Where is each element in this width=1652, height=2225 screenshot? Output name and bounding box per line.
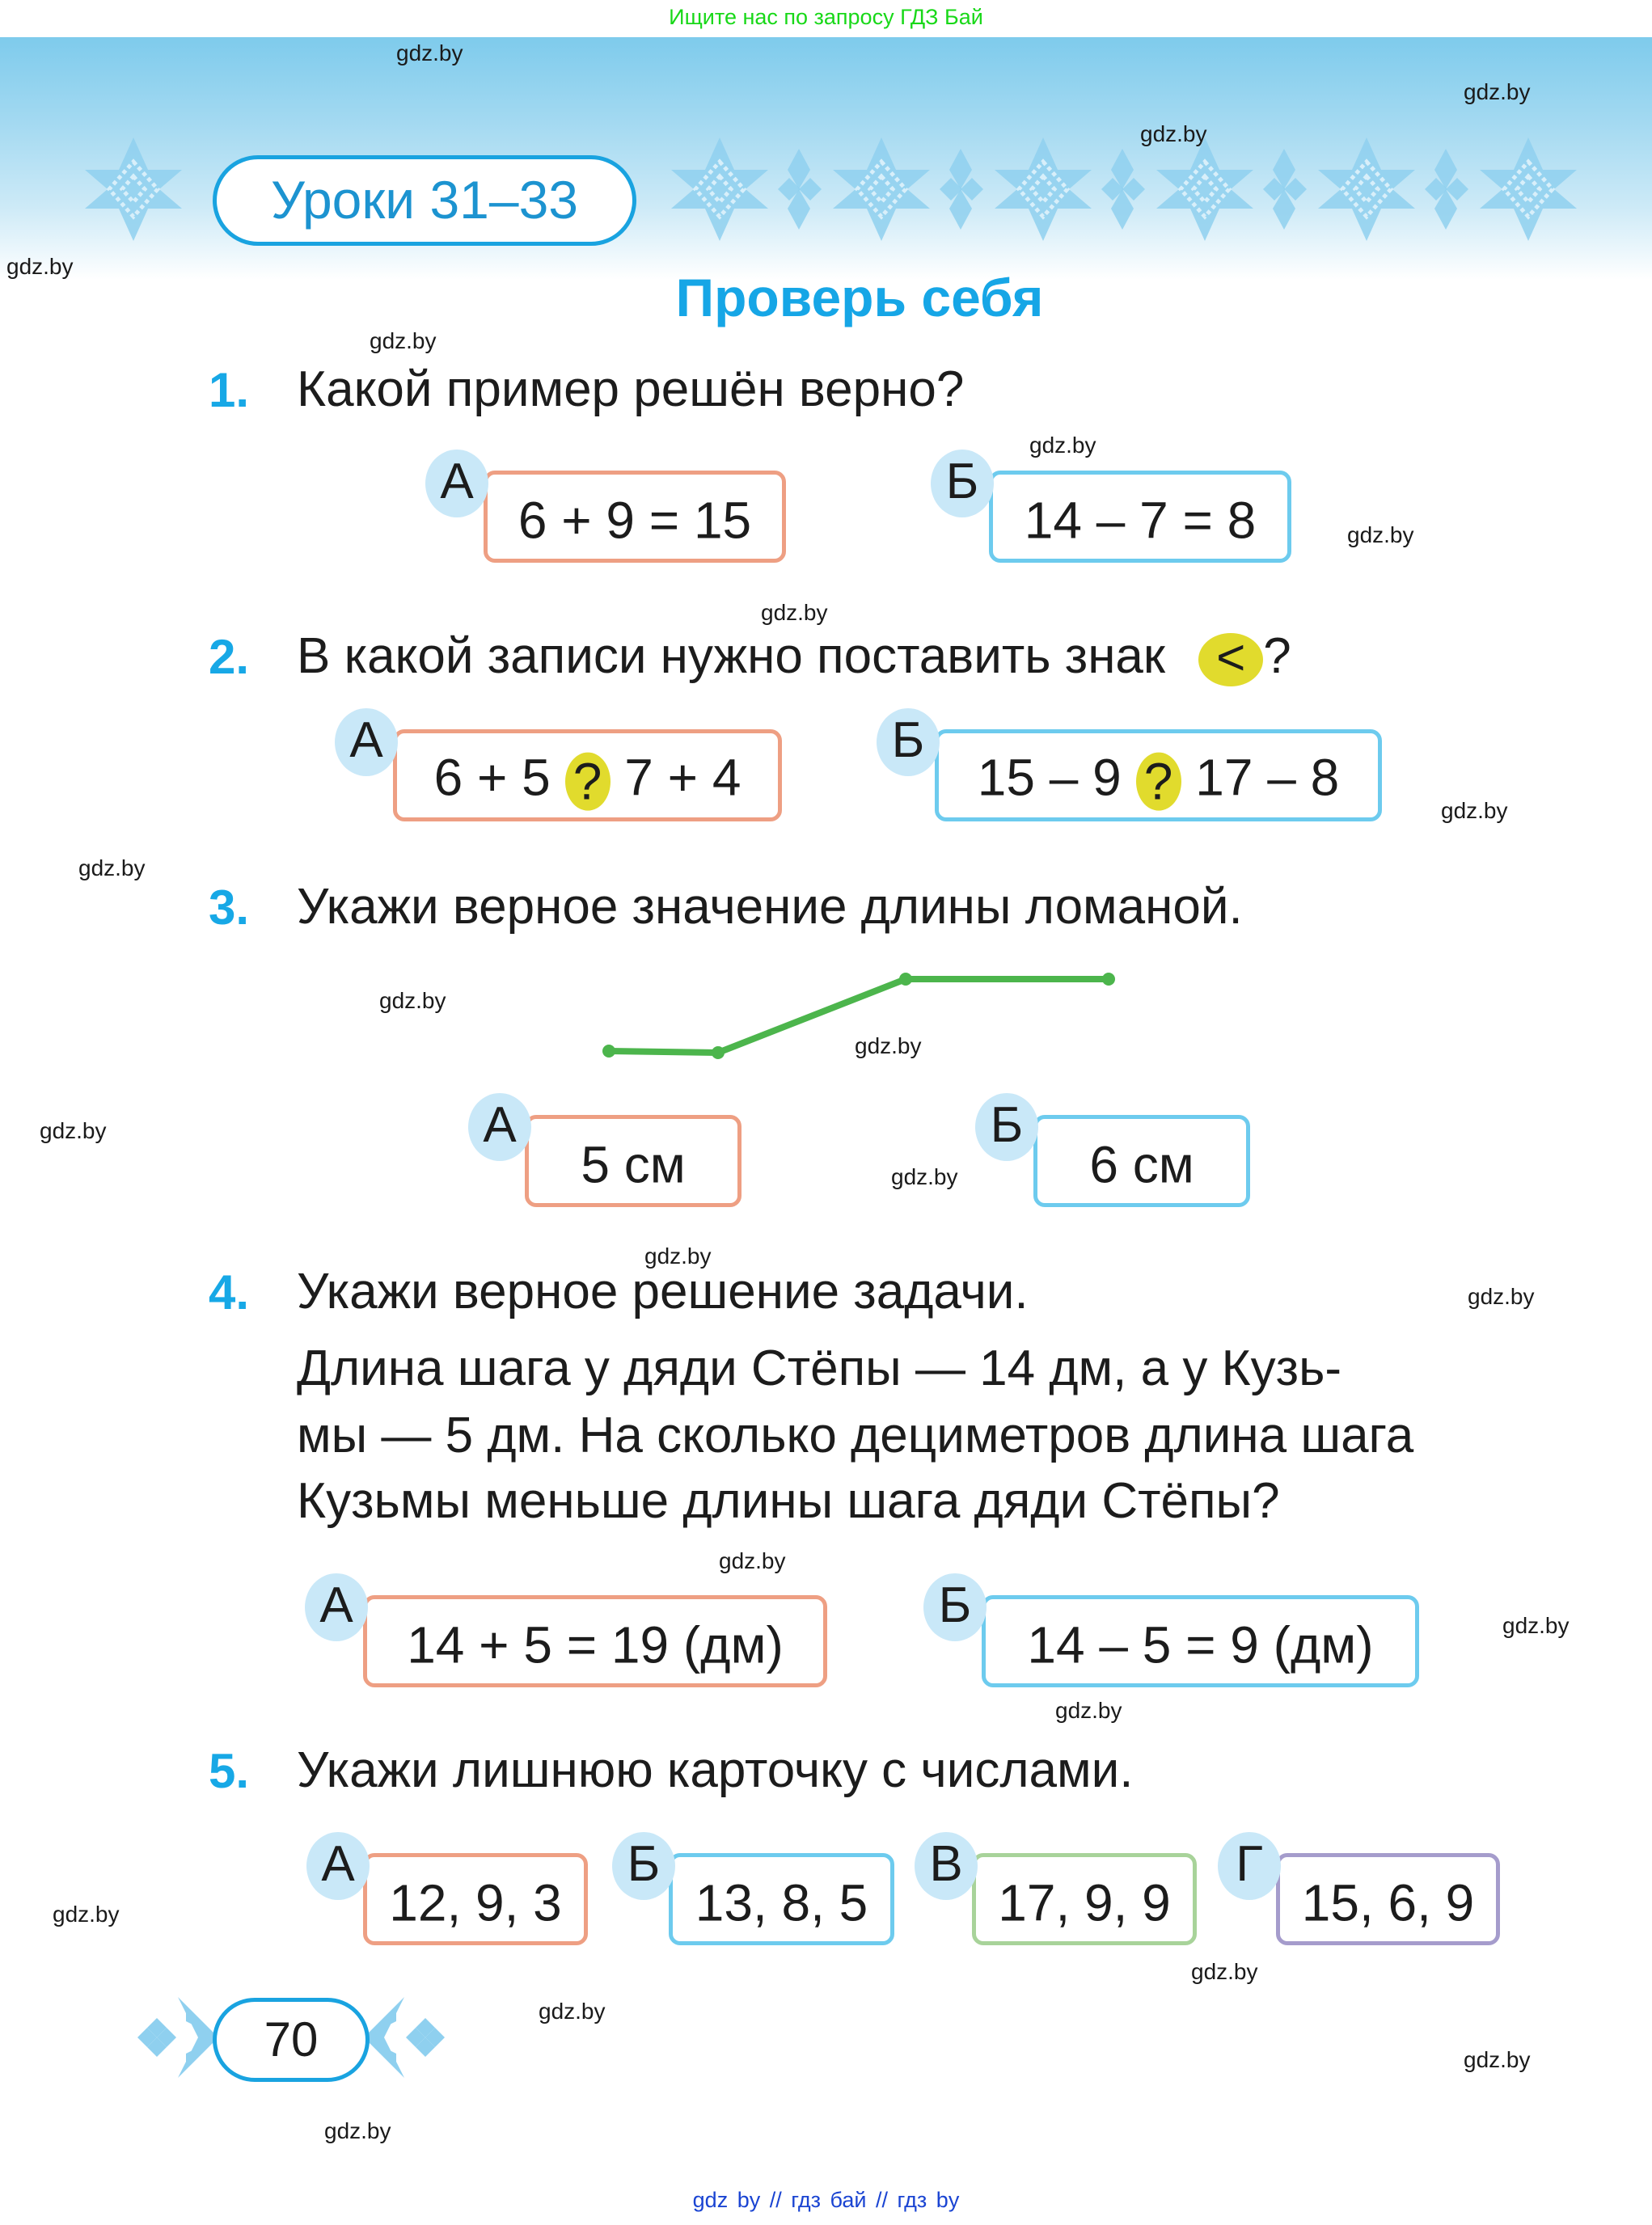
- q3-option-b-badge: Б: [975, 1093, 1038, 1161]
- q2-option-b-badge: Б: [877, 708, 940, 776]
- q5-option-v-card[interactable]: [972, 1853, 1197, 1945]
- watermark: gdz.by: [53, 1902, 120, 1927]
- watermark: gdz.by: [644, 1243, 712, 1269]
- question-2-text-end: ?: [1263, 628, 1291, 684]
- watermark: gdz.by: [1029, 433, 1096, 458]
- watermark: gdz.by: [1191, 1959, 1258, 1984]
- watermark: gdz.by: [1468, 1284, 1535, 1309]
- watermark: gdz.by: [1347, 522, 1414, 547]
- q1-option-a-card[interactable]: [484, 471, 786, 563]
- q3-option-a-value: 5 см: [581, 1135, 686, 1194]
- q5-option-g-value: 15, 6, 9: [1301, 1873, 1475, 1932]
- problem-line-2: мы — 5 дм. На сколько дециметров длина шага: [297, 1408, 1414, 1463]
- watermark: gdz.by: [1140, 121, 1207, 146]
- question-5-text: Укажи лишнюю карточку с числами.: [297, 1742, 1134, 1798]
- page-number-block: [129, 1973, 453, 2102]
- watermark: gdz.by: [1502, 1613, 1570, 1638]
- q4-option-b-value: 14 – 5 = 9 (дм): [1027, 1615, 1374, 1674]
- q1-option-a-value: 6 + 9 = 15: [518, 491, 752, 550]
- problem-line-1: Длина шага у дяди Стёпы — 14 дм, а у Кузь-: [297, 1340, 1342, 1396]
- less-than-sign-highlight: <: [1198, 633, 1263, 686]
- q2-option-b-card[interactable]: [935, 729, 1382, 821]
- footer-links: [0, 2188, 1652, 2213]
- footer-link-gdz-by[interactable]: gdz by: [692, 2188, 761, 2212]
- q5-option-a-badge: А: [306, 1832, 370, 1900]
- q5-option-v-badge: В: [915, 1832, 978, 1900]
- watermark: gdz.by: [40, 1118, 107, 1143]
- q5-option-g-card[interactable]: [1276, 1853, 1500, 1945]
- watermark: gdz.by: [719, 1548, 786, 1573]
- footer-separator: //: [769, 2188, 782, 2212]
- question-mark-highlight: ?: [565, 753, 611, 811]
- lesson-range-pill: Уроки 31–33: [213, 155, 636, 246]
- ornament-star-icon: [85, 137, 182, 241]
- watermark: gdz.by: [1055, 1698, 1122, 1723]
- q2-b-left: 15 – 9: [977, 748, 1122, 807]
- question-2-text: [297, 627, 1291, 686]
- watermark: gdz.by: [539, 1999, 606, 2024]
- question-1-text: Какой пример решён верно?: [297, 361, 965, 417]
- q3-option-b-card[interactable]: [1033, 1115, 1250, 1207]
- page-number: 70: [213, 1998, 370, 2082]
- problem-line-3: Кузьмы меньше длины шага дяди Стёпы?: [297, 1473, 1280, 1529]
- q2-option-a-card[interactable]: [393, 729, 782, 821]
- ornament-border-icon: [671, 137, 1577, 241]
- question-1-number: 1.: [209, 363, 250, 417]
- q4-option-b-badge: Б: [923, 1573, 987, 1641]
- q5-option-v-value: 17, 9, 9: [998, 1873, 1171, 1932]
- watermark: gdz.by: [855, 1033, 922, 1058]
- watermark: gdz.by: [761, 600, 828, 625]
- question-5-number: 5.: [209, 1744, 250, 1798]
- question-3-number: 3.: [209, 880, 250, 935]
- q3-option-a-badge: А: [468, 1093, 531, 1161]
- watermark: gdz.by: [324, 2118, 391, 2143]
- question-2-text-main: В какой записи нужно поставить знак: [297, 628, 1166, 684]
- watermark: gdz.by: [1464, 79, 1531, 104]
- section-title: Проверь себя: [675, 268, 1044, 327]
- watermark: gdz.by: [1441, 798, 1508, 823]
- footer-link-gdz-bai[interactable]: гдз бай: [791, 2188, 867, 2212]
- footer-link-gdz-by-cyr[interactable]: гдз by: [897, 2188, 960, 2212]
- q4-option-a-card[interactable]: [363, 1595, 827, 1687]
- q5-option-b-badge: Б: [612, 1832, 675, 1900]
- question-4-number: 4.: [209, 1265, 250, 1319]
- watermark: gdz.by: [396, 40, 463, 65]
- q4-option-a-badge: А: [305, 1573, 368, 1641]
- q2-a-right: 7 + 4: [624, 748, 741, 807]
- q2-option-b-expression: [939, 748, 1378, 811]
- q3-option-b-value: 6 см: [1089, 1135, 1194, 1194]
- q3-option-a-card[interactable]: [525, 1115, 741, 1207]
- q1-option-b-badge: Б: [931, 450, 994, 517]
- q2-option-a-badge: А: [335, 708, 398, 776]
- watermark: gdz.by: [370, 328, 437, 353]
- watermark: gdz.by: [6, 254, 74, 279]
- watermark: gdz.by: [78, 855, 146, 880]
- footer-separator: //: [876, 2188, 889, 2212]
- q5-option-a-value: 12, 9, 3: [389, 1873, 562, 1932]
- q5-option-g-badge: Г: [1218, 1832, 1281, 1900]
- watermark: gdz.by: [891, 1164, 958, 1189]
- q2-option-a-expression: [397, 748, 778, 811]
- question-3-text: Укажи верное значение длины ломаной.: [297, 879, 1243, 935]
- q1-option-b-card[interactable]: [989, 471, 1291, 563]
- q4-option-b-card[interactable]: [982, 1595, 1419, 1687]
- question-mark-highlight: ?: [1136, 753, 1181, 811]
- q1-option-a-badge: А: [425, 450, 488, 517]
- q5-option-b-value: 13, 8, 5: [695, 1873, 868, 1932]
- q5-option-a-card[interactable]: [363, 1853, 588, 1945]
- q2-b-right: 17 – 8: [1195, 748, 1340, 807]
- watermark: gdz.by: [1464, 2047, 1531, 2072]
- q5-option-b-card[interactable]: [669, 1853, 894, 1945]
- q4-option-a-value: 14 + 5 = 19 (дм): [407, 1615, 784, 1674]
- search-hint-banner: Ищите нас по запросу ГДЗ Бай: [669, 5, 983, 29]
- q1-option-b-value: 14 – 7 = 8: [1024, 491, 1257, 550]
- watermark: gdz.by: [379, 988, 446, 1013]
- q2-a-left: 6 + 5: [433, 748, 551, 807]
- question-4-text: Укажи верное решение задачи.: [297, 1264, 1029, 1319]
- question-2-number: 2.: [209, 630, 250, 684]
